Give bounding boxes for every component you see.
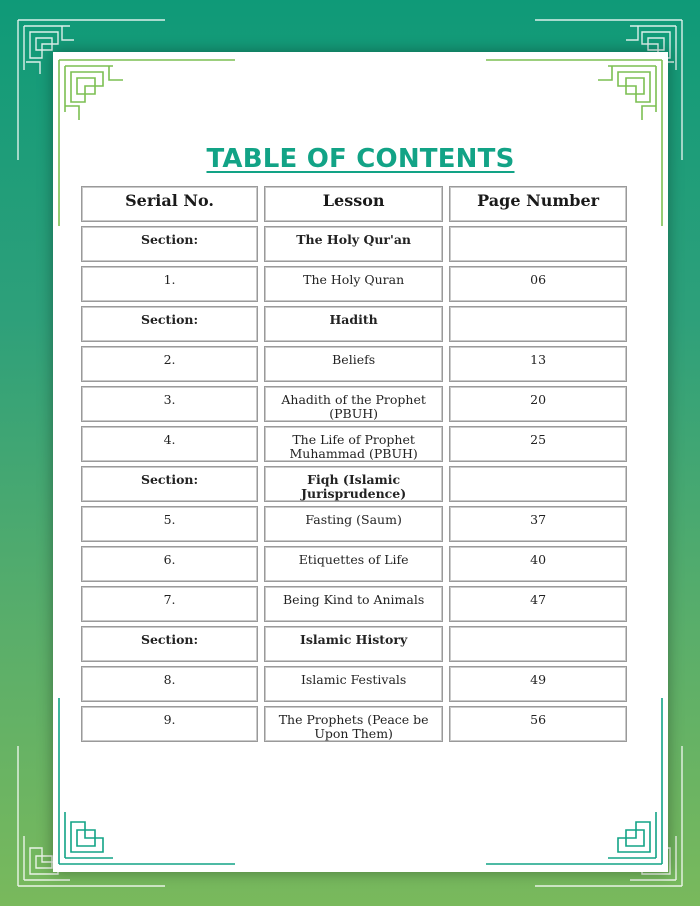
section-row xyxy=(81,226,627,262)
cell-page: 13 xyxy=(449,346,627,382)
cell-serial: Section: xyxy=(81,226,258,262)
table-row xyxy=(81,426,627,462)
table-row xyxy=(81,386,627,422)
cell-serial: 4. xyxy=(81,426,258,462)
cell-page xyxy=(449,626,627,662)
cell-page xyxy=(449,466,627,502)
cell-lesson: The Holy Qur'an xyxy=(264,226,443,262)
cell-serial: 2. xyxy=(81,346,258,382)
cell-serial: Section: xyxy=(81,626,258,662)
cell-serial: 5. xyxy=(81,506,258,542)
table-row xyxy=(81,706,627,742)
cell-serial: 3. xyxy=(81,386,258,422)
cell-page: 25 xyxy=(449,426,627,462)
table-header-row xyxy=(81,186,627,222)
cell-page: 49 xyxy=(449,666,627,702)
column-header-serial: Serial No. xyxy=(81,186,258,222)
cell-lesson: Fiqh (Islamic Jurisprudence) xyxy=(264,466,443,502)
cell-page xyxy=(449,226,627,262)
section-row xyxy=(81,626,627,662)
section-row xyxy=(81,306,627,342)
cell-lesson: Etiquettes of Life xyxy=(264,546,443,582)
cell-page xyxy=(449,306,627,342)
cell-lesson: Beliefs xyxy=(264,346,443,382)
section-row xyxy=(81,466,627,502)
cell-serial: 6. xyxy=(81,546,258,582)
table-row xyxy=(81,506,627,542)
table-row xyxy=(81,586,627,622)
page-title: TABLE OF CONTENTS xyxy=(206,144,515,174)
cell-page: 06 xyxy=(449,266,627,302)
cell-lesson: Ahadith of the Prophet (PBUH) xyxy=(264,386,443,422)
document-page xyxy=(53,52,668,872)
cell-page: 20 xyxy=(449,386,627,422)
table-row xyxy=(81,266,627,302)
cell-page: 47 xyxy=(449,586,627,622)
cell-serial: 1. xyxy=(81,266,258,302)
cell-lesson: The Prophets (Peace be Upon Them) xyxy=(264,706,443,742)
cell-lesson: Fasting (Saum) xyxy=(264,506,443,542)
column-header-lesson: Lesson xyxy=(264,186,443,222)
contents-table xyxy=(75,182,633,746)
cell-serial: 9. xyxy=(81,706,258,742)
table-row xyxy=(81,346,627,382)
cell-lesson: The Life of Prophet Muhammad (PBUH) xyxy=(264,426,443,462)
cell-lesson: Being Kind to Animals xyxy=(264,586,443,622)
cell-page: 56 xyxy=(449,706,627,742)
cell-serial: Section: xyxy=(81,306,258,342)
cell-lesson: Hadith xyxy=(264,306,443,342)
table-row xyxy=(81,546,627,582)
cell-lesson: Islamic Festivals xyxy=(264,666,443,702)
cell-lesson: The Holy Quran xyxy=(264,266,443,302)
cell-page: 37 xyxy=(449,506,627,542)
cell-lesson: Islamic History xyxy=(264,626,443,662)
cell-serial: 8. xyxy=(81,666,258,702)
cell-page: 40 xyxy=(449,546,627,582)
cell-serial: 7. xyxy=(81,586,258,622)
cell-serial: Section: xyxy=(81,466,258,502)
column-header-page: Page Number xyxy=(449,186,627,222)
table-row xyxy=(81,666,627,702)
